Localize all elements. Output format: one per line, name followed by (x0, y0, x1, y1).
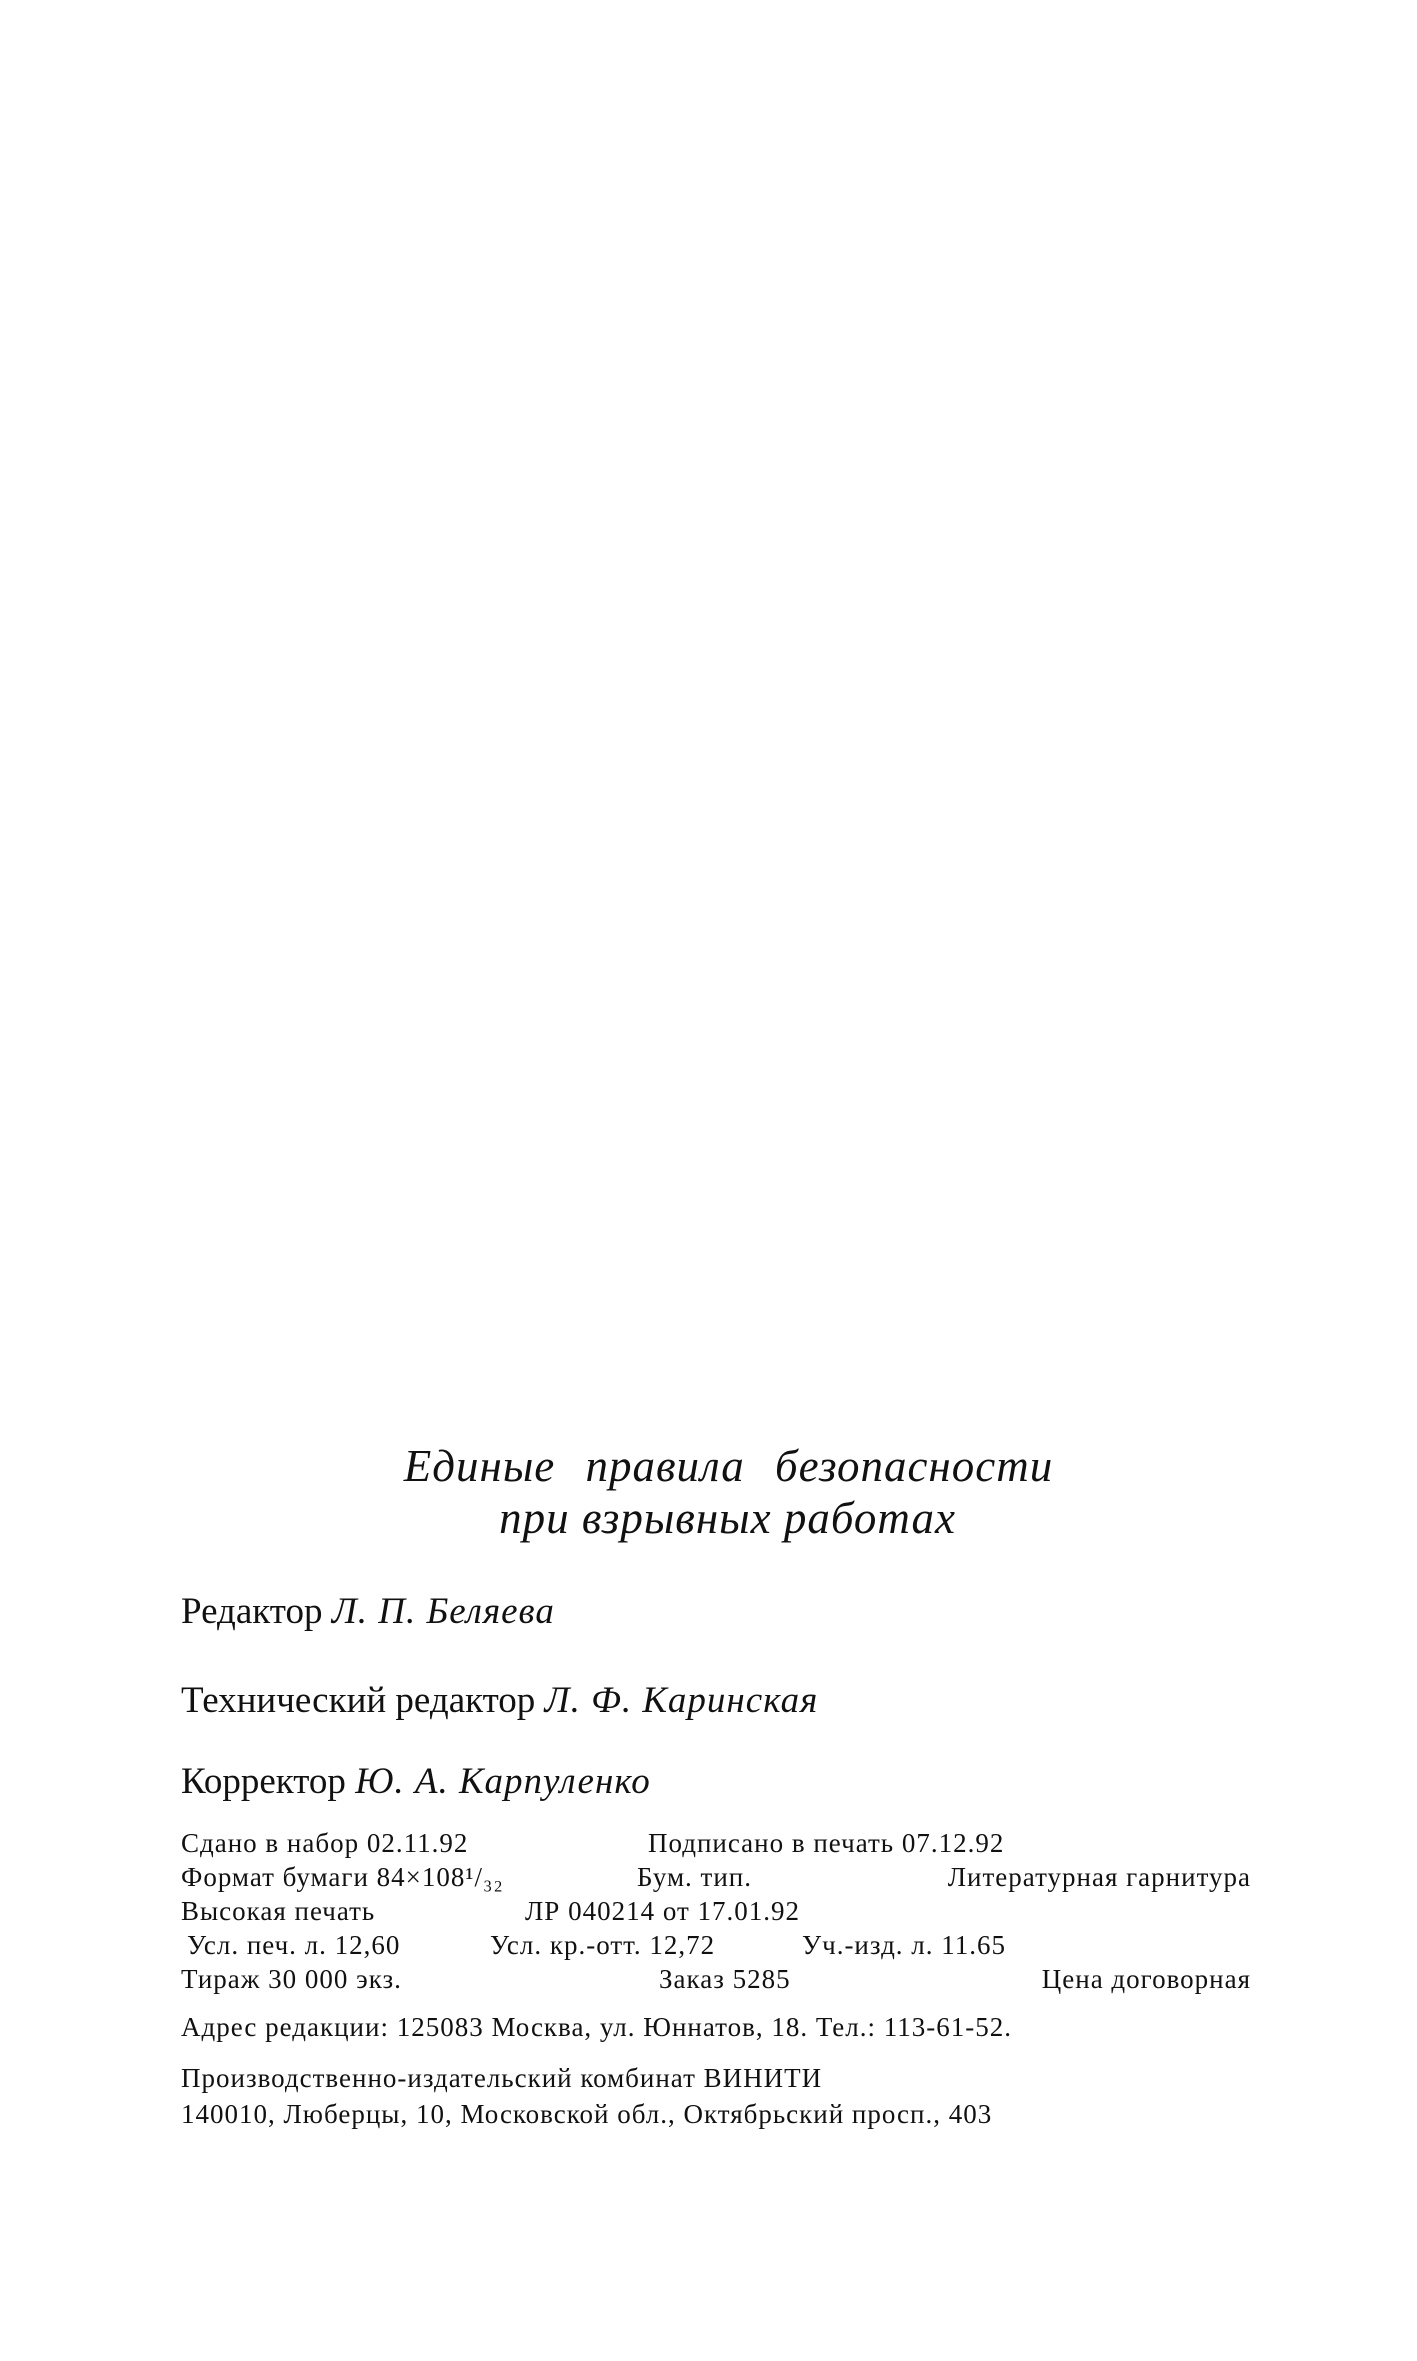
color-proofs: Усл. кр.-отт. 12,72 (490, 1930, 716, 1960)
editorial-address-block (181, 2010, 1251, 2044)
paper-type: Бум. тип. (637, 1862, 753, 1892)
license-number: ЛР 040214 от 17.01.92 (525, 1896, 801, 1926)
imprint-row-sheets (181, 1928, 1251, 1962)
signed-for-print: Подписано в печать 07.12.92 (648, 1828, 1005, 1858)
print-method: Высокая печать (181, 1896, 376, 1926)
imprint-row-dates (181, 1826, 1251, 1860)
corrector-name: Ю. А. Карпуленко (355, 1761, 651, 1802)
editorial-address-row (181, 2010, 1251, 2044)
editor-name: Л. П. Беляева (331, 1591, 555, 1632)
editorial-address: Адрес редакции: 125083 Москва, ул. Юннатов, 18. Тел.: 113-61-52. (181, 2012, 1012, 2042)
printer-name: Производственно-издательский комбинат ВИНИТИ (181, 2063, 823, 2093)
paper-format: Формат бумаги 84×108¹/₃₂ (181, 1862, 504, 1892)
sent-to-typesetting: Сдано в набор 02.11.92 (181, 1828, 469, 1858)
book-title-line-1: Единые правила безопасности (403, 1441, 1054, 1491)
imprint-row-circulation (181, 1962, 1251, 1996)
imprint-row-license (181, 1894, 1251, 1928)
printer-name-row (181, 2061, 1251, 2097)
order-number: Заказ 5285 (659, 1964, 791, 1994)
editor-label: Редактор (181, 1591, 323, 1632)
typeface: Литературная гарнитура (947, 1862, 1251, 1892)
book-title (0, 1440, 1417, 1544)
circulation: Тираж 30 000 экз. (181, 1964, 402, 1994)
tech-editor-label: Технический редактор (181, 1680, 536, 1721)
print-sheets: Усл. печ. л. 12,60 (187, 1930, 401, 1960)
tech-editor-name: Л. Ф. Каринская (544, 1680, 819, 1721)
imprint-details (181, 1826, 1251, 1996)
corrector-credit (181, 1760, 651, 1804)
printer-address: 140010, Люберцы, 10, Московской обл., Октябрьский просп., 403 (181, 2099, 993, 2129)
imprint-row-format (181, 1860, 1251, 1894)
printer-block (181, 2061, 1251, 2133)
editor-credit (181, 1590, 555, 1634)
corrector-label: Корректор (181, 1761, 346, 1802)
printer-address-row (181, 2097, 1251, 2133)
publisher-sheets: Уч.-изд. л. 11.65 (802, 1930, 1007, 1960)
book-title-line-2: при взрывных работах (499, 1493, 956, 1543)
tech-editor-credit (181, 1679, 818, 1723)
price: Цена договорная (1041, 1964, 1251, 1994)
